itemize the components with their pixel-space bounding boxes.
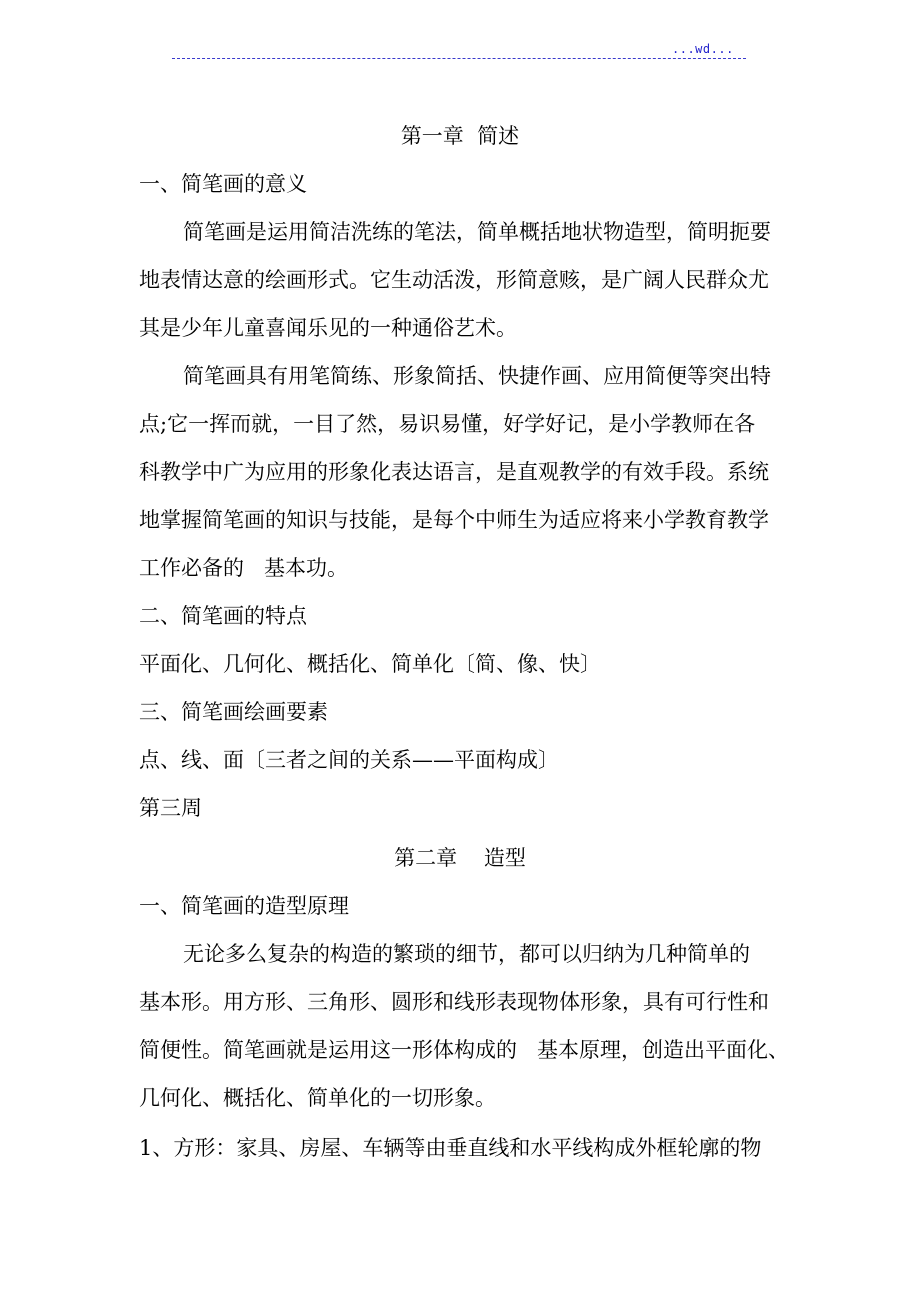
chapter-1-section-3-heading: 三、简笔画绘画要素 bbox=[139, 700, 328, 724]
chapter-2-title: 第二章 造型 bbox=[394, 846, 526, 870]
paragraph-line: 工作必备的 基本功。 bbox=[139, 556, 349, 580]
chapter-2-section-1-heading: 一、简笔画的造型原理 bbox=[139, 894, 349, 918]
paragraph-line: 地表情达意的绘画形式。它生动活泼，形简意赅，是广阔人民群众尤 bbox=[139, 268, 769, 292]
chapter-1-title: 第一章 简述 bbox=[400, 124, 520, 148]
paragraph-line: 简笔画是运用简洁洗练的笔法，简单概括地状物造型，简明扼要 bbox=[183, 220, 771, 244]
paragraph-line: 几何化、概括化、简单化的一切形象。 bbox=[139, 1086, 496, 1110]
chapter-1-section-3-body: 点、线、面〔三者之间的关系——平面构成〕 bbox=[139, 748, 559, 772]
paragraph-line: 简便性。简笔画就是运用这一形体构成的 基本原理，创造出平面化、 bbox=[139, 1038, 790, 1062]
paragraph-line: 简笔画具有用笔简练、形象简括、快捷作画、应用简便等突出特 bbox=[183, 364, 771, 388]
chapter-1-section-1-heading: 一、简笔画的意义 bbox=[139, 172, 307, 196]
header-dashed-rule bbox=[172, 58, 746, 59]
week-label: 第三周 bbox=[139, 796, 202, 820]
chapter-1-section-2-heading: 二、简笔画的特点 bbox=[139, 604, 307, 628]
chapter-1-section-2-body: 平面化、几何化、概括化、简单化〔简、像、快〕 bbox=[139, 652, 601, 676]
paragraph-line: 其是少年儿童喜闻乐见的一种通俗艺术。 bbox=[139, 316, 517, 340]
paragraph-line: 科教学中广为应用的形象化表达语言，是直观教学的有效手段。系统 bbox=[139, 460, 769, 484]
paragraph-line: 点;它一挥而就，一目了然，易识易懂，好学好记，是小学教师在各 bbox=[139, 412, 756, 436]
paragraph-line: 地掌握简笔画的知识与技能，是每个中师生为适应将来小学教育教学 bbox=[139, 508, 769, 532]
header-mark: ...wd... bbox=[672, 42, 734, 56]
paragraph-line: 基本形。用方形、三角形、圆形和线形表现物体形象，具有可行性和 bbox=[139, 990, 769, 1014]
paragraph-line: 无论多么复杂的构造的繁琐的细节，都可以归纳为几种简单的 bbox=[183, 942, 750, 966]
chapter-2-item-1: 1、方形：家具、房屋、车辆等由垂直线和水平线构成外框轮廓的物 bbox=[139, 1136, 762, 1160]
